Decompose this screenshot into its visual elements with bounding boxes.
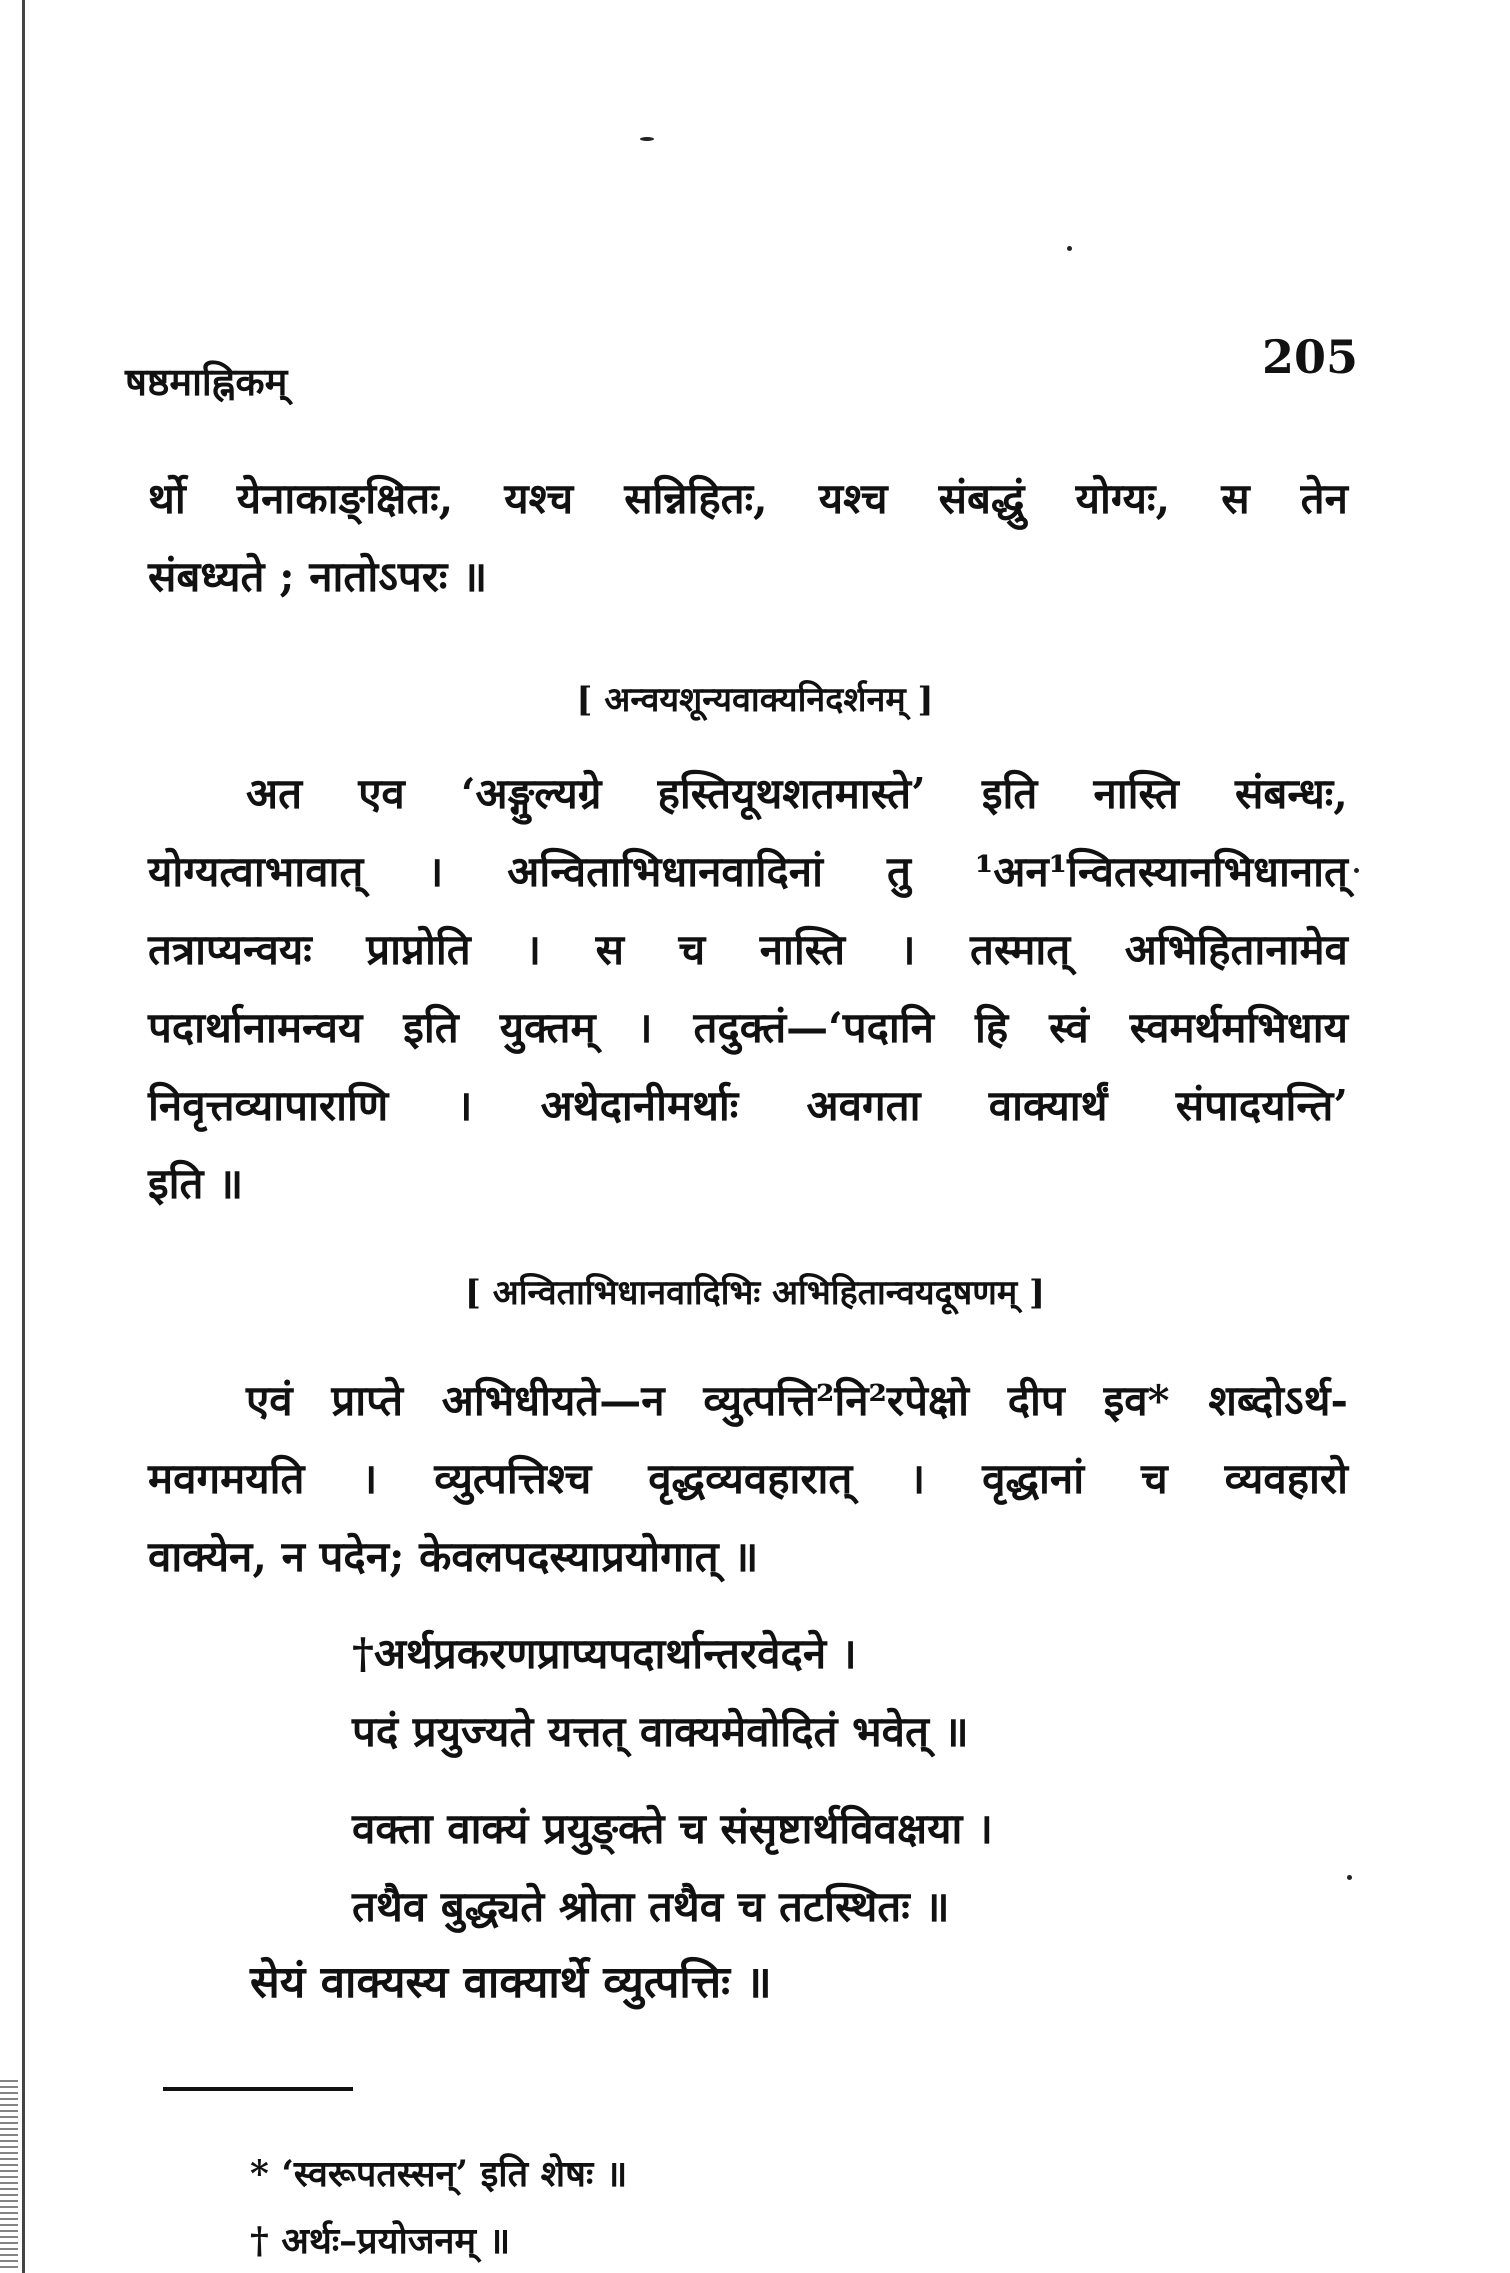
closing-sentence: सेयं वाक्यस्य वाक्यार्थे व्युत्पत्तिः ॥ xyxy=(250,1957,772,2008)
footnote-rule xyxy=(163,2087,353,2091)
verse-line: †अर्थप्रकरणप्राप्यपदार्थान्तरवेदने । xyxy=(352,1629,857,1678)
scan-speck xyxy=(640,137,654,141)
paragraph-line: निवृत्तव्यापाराणि । अथेदानीमर्थाः अवगता वाक्यार्थं संपादयन्ति’ xyxy=(148,1081,1348,1130)
scan-speck xyxy=(1347,1875,1352,1880)
footnote-1: * ‘स्वरूपतस्सन्’ इति शेषः ॥ xyxy=(250,2153,628,2195)
paragraph-line: एवं प्राप्ते अभिधीयते—न व्युत्पत्ति²नि²रपेक्षो दीप इव* शब्दोऽर्थ- xyxy=(246,1376,1348,1425)
page-edge-line xyxy=(22,0,25,2273)
paragraph-2 xyxy=(148,755,1348,1223)
footnote-2: † अर्थः–प्रयोजनम् ॥ xyxy=(250,2220,511,2262)
page-edge-fringe xyxy=(0,2080,18,2270)
paragraph-line: र्थो येनाकाङ्क्षितः, यश्च सन्निहितः, यश्च संबद्धुं योग्यः, स तेन xyxy=(148,474,1348,523)
paragraph-line: वाक्येन, न पदेन; केवलपदस्याप्रयोगात् ॥ xyxy=(148,1532,759,1581)
paragraph-line: पदार्थानामन्वय इति युक्तम् । तदुक्तं—‘पदानि हि स्वं स्वमर्थमभिधाय xyxy=(148,1003,1348,1052)
paragraph-line: अत एव ‘अङ्गुल्यग्रे हस्तियूथशतमास्ते’ इति नास्ति संबन्धः, xyxy=(246,769,1348,818)
page-number: 205 xyxy=(1262,330,1359,384)
scan-speck xyxy=(1067,246,1072,251)
paragraph-3 xyxy=(148,1362,1348,1596)
paragraph-1 xyxy=(148,460,1348,616)
section-heading: [ अन्वयशून्यवाक्यनिदर्शनम् ] xyxy=(576,680,934,720)
verse-line: तथैव बुद्ध्यते श्रोता तथैव च तटस्थितः ॥ xyxy=(352,1882,950,1931)
paragraph-line: संबध्यते ; नातोऽपरः ॥ xyxy=(148,552,488,601)
verse-line: वक्ता वाक्यं प्रयुङ्क्ते च संसृष्टार्थविवक्षया । xyxy=(352,1804,993,1853)
running-title: षष्ठमाह्निकम् xyxy=(125,359,288,404)
verse-1 xyxy=(352,1615,969,1771)
verse-2 xyxy=(352,1790,993,1946)
verse-line: पदं प्रयुज्यते यत्तत् वाक्यमेवोदितं भवेत् ॥ xyxy=(352,1707,969,1756)
scan-speck xyxy=(1354,868,1359,873)
paragraph-line: योग्यत्वाभावात् । अन्विताभिधानवादिनां तु ¹अन¹न्वितस्यानभिधानात् xyxy=(148,847,1348,896)
paragraph-line: तत्राप्यन्वयः प्राप्नोति । स च नास्ति । तस्मात् अभिहितानामेव xyxy=(148,925,1348,974)
paragraph-line: मवगमयति । व्युत्पत्तिश्च वृद्धव्यवहारात् । वृद्धानां च व्यवहारो xyxy=(148,1454,1348,1503)
section-heading: [ अन्विताभिधानवादिभिः अभिहितान्वयदूषणम् ] xyxy=(464,1273,1046,1313)
paragraph-line: इति ॥ xyxy=(148,1159,244,1208)
